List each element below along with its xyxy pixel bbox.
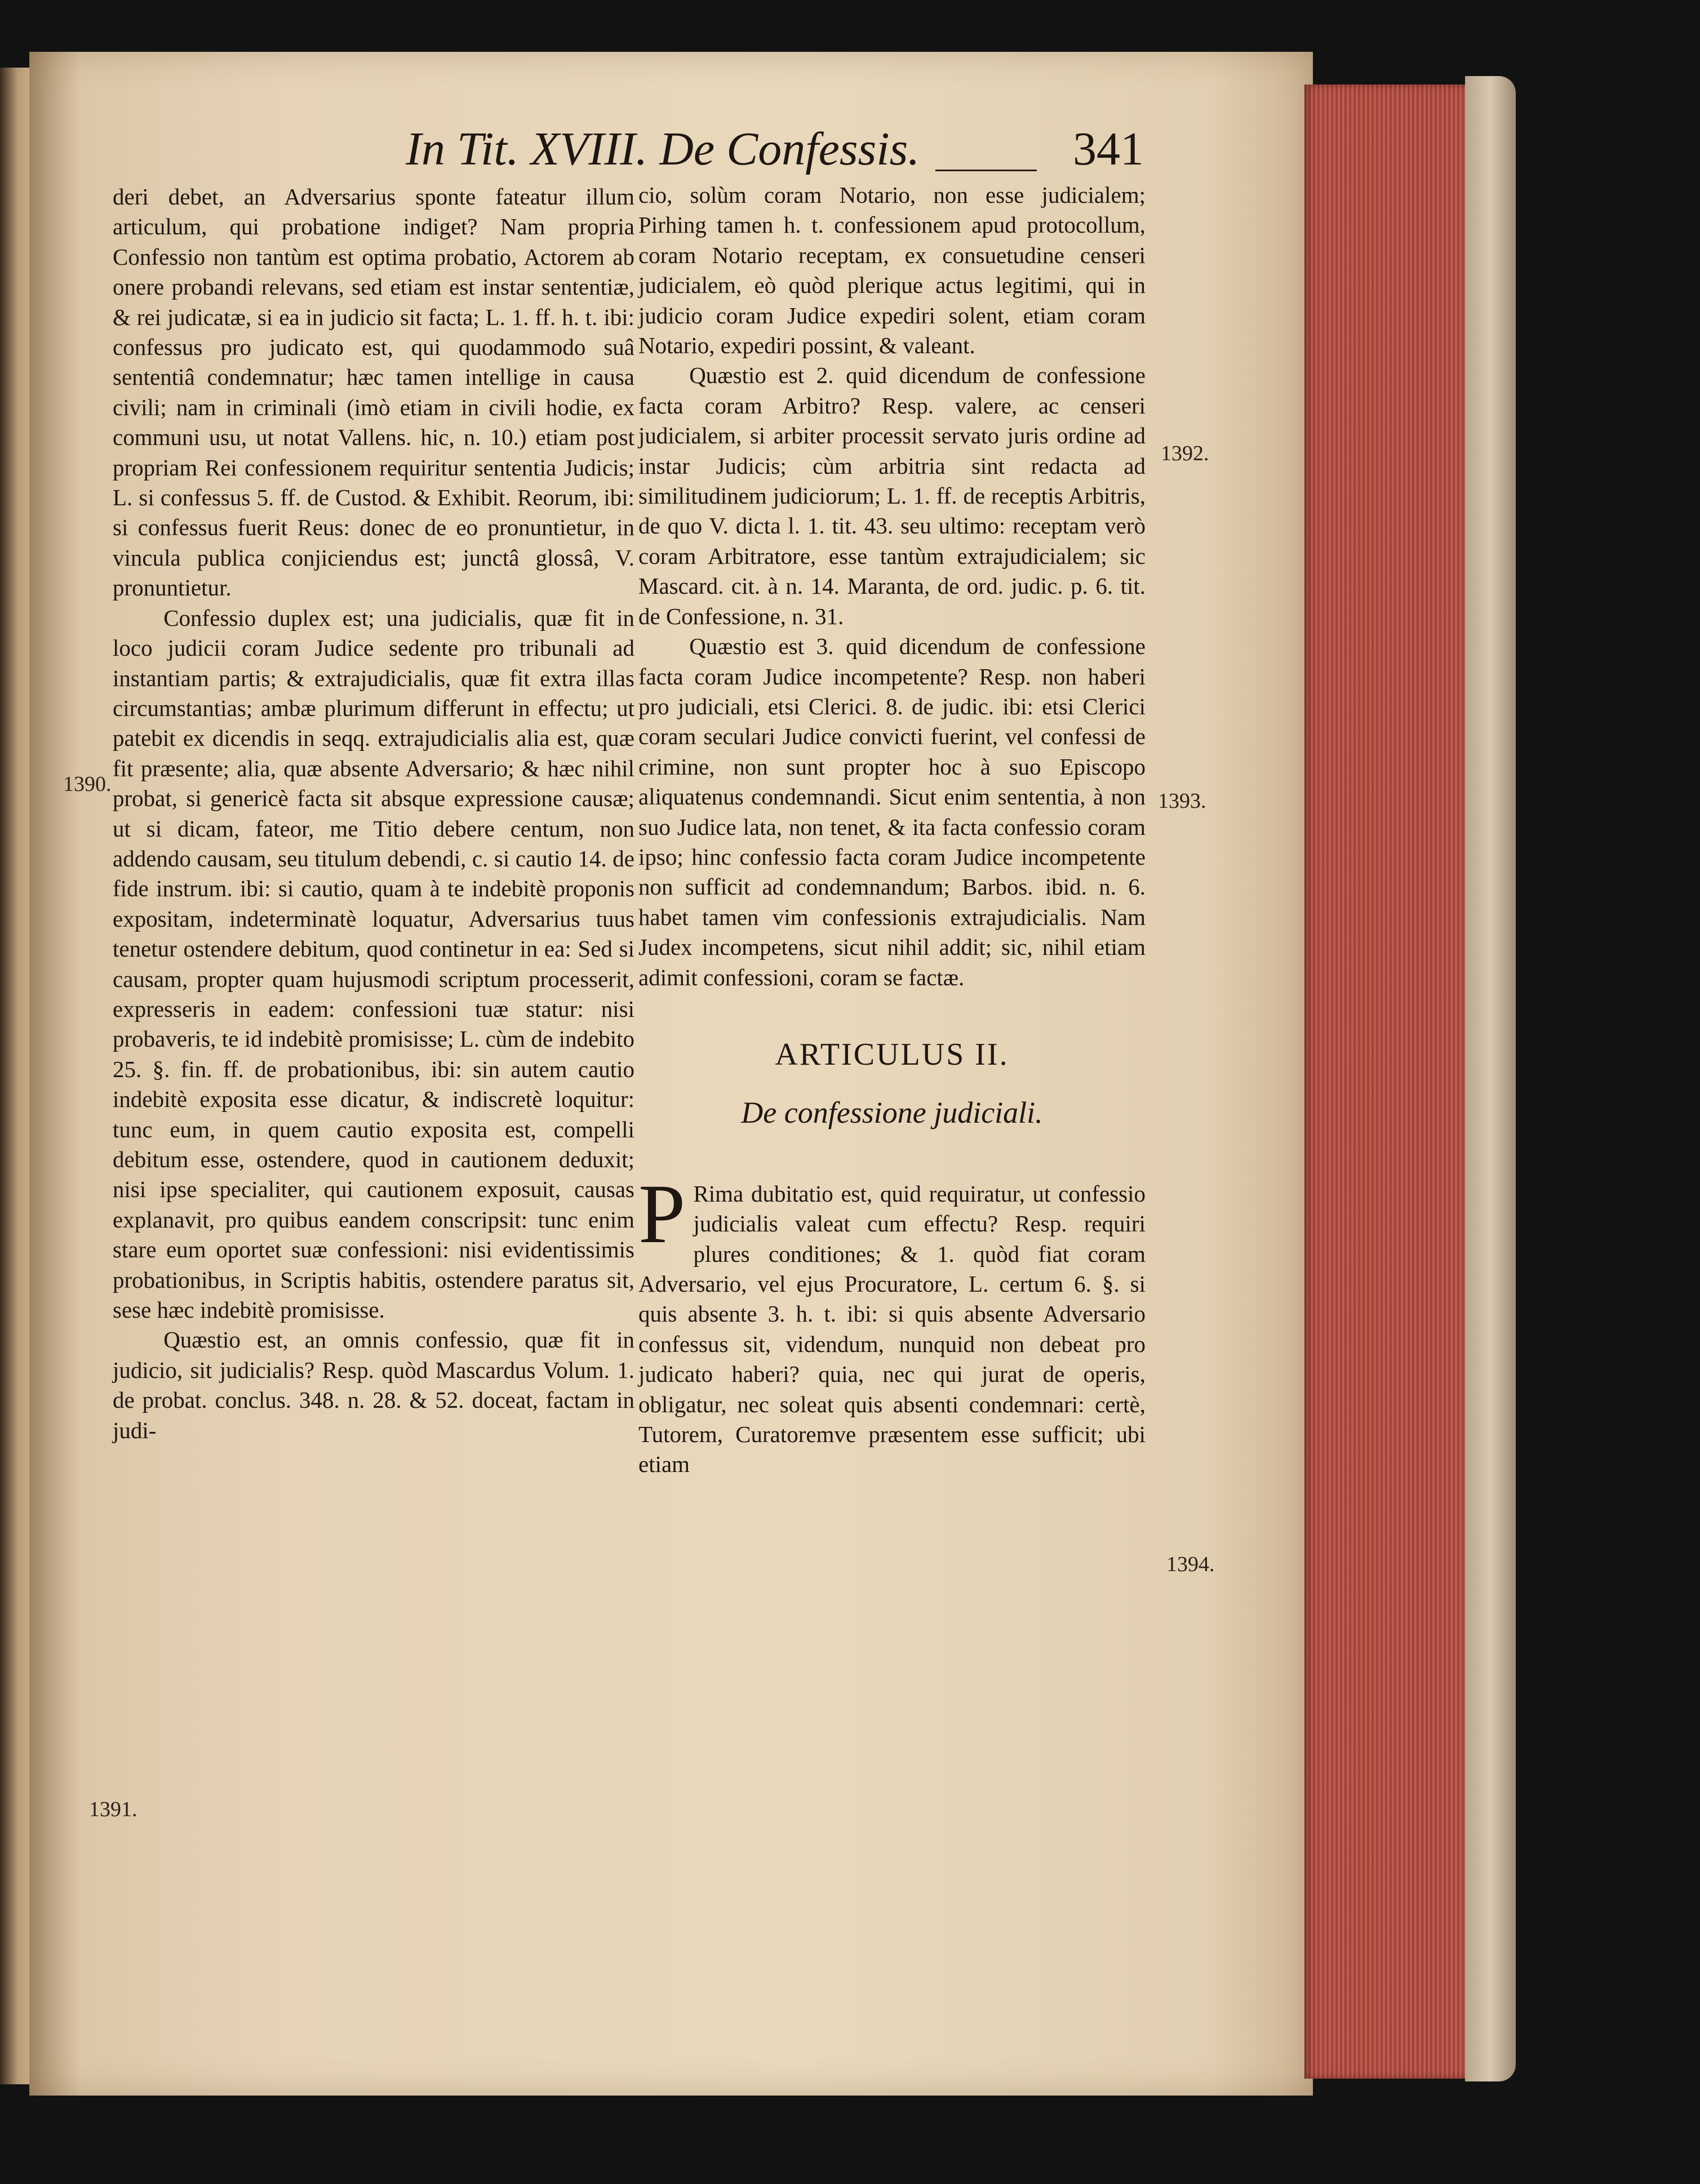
margin-number-1394: 1394. bbox=[1166, 1553, 1215, 1576]
margin-number-1393: 1393. bbox=[1158, 789, 1206, 813]
running-title: In Tit. XVIII. De Confessis. bbox=[406, 123, 920, 175]
left-paragraph-1: deri debet, an Adversarius sponte fateatur illum articulum, qui probatione indiget? Nam propria Confessio non tantùm est optima probatio, Actorem ab onere probandi relevans, sed etiam est instar sententiæ, & rei judicatæ, si ea in judicio sit facta; L. 1. ff. h. t. ibi: confessus pro judicato est, qui quodammodo suâ sententiâ condemnatur; hæc tamen intellige in causa civili; nam in criminali (imò etiam in civili hodie, ex communi usu, ut notat Vallens. hic, n. 10.) etiam post propriam Rei confessionem requiritur sententia Judicis; L. si confessus 5. ff. de Custod. & Exhibit. Reorum, ibi: si confessus fuerit Reus: donec de eo pronuntietur, in vincula publica conjiciendus est; junctâ glossâ, V. pronuntietur. bbox=[113, 184, 634, 601]
right-paragraph-3: Quæstio est 3. quid dicendum de confessione facta coram Judice incompetente? Resp. non haberi pro judiciali, etsi Clerici. 8. de judic. ibi: etsi Clerici coram seculari Judice convicti fuerint, vel confessi de crimine, non sunt propter hoc à suo Episcopo aliquatenus condemnandi. Sicut enim sententia, à non suo Judice lata, non tenet, & ita facta confessio coram ipso; hinc confessio facta coram Judice incompetente non sufficit ad condemnandum; Barbos. ibid. n. 6. habet tamen vim confessionis extrajudicialis. Nam Judex incompetens, sicut nihil addit; sic, nihil etiam adimit confessioni, coram se factæ. bbox=[638, 633, 1146, 990]
left-paragraph-2: Confessio duplex est; una judicialis, quæ fit in loco judicii coram Judice sedente pro tribunali ad instantiam partis; & extrajudicialis, quæ fit extra illas circumstantias; ambæ plurimum differunt in effectu; ut patebit ex dicendis in seqq. extrajudicialis alia est, quæ fit præsente; alia, quæ absente Adversario; & hæc nihil probat, si genericè facta sit absque expressione causæ; ut si dicam, fateor, me Titio debere centum, non addendo causam, seu titulum debendi, c. si cautio 14. de fide instrum. ibi: si cautio, quam à te indebitè proponis expositam, indeterminatè loquatur, Adversarius tuus tenetur ostendere debitum, quod continetur in ea: Sed si causam, propter quam hujusmodi scriptum processerit, expresseris in eadem: confessioni tuæ statur: nisi probaveris, te id indebitè promisisse; L. cùm de indebito 25. §. fin. ff. de probationibus, ibi: sin autem cautio indebitè exposita esse dicatur, & indiscretè loquitur: tunc eum, in quem cautio exposita est, compelli debitum esse, ostendere, quod in cautionem deduxit; nisi ipse specialiter, qui cautionem exposuit, causas explanavit, pro quibus eandem conscripsit: tunc enim stare eum oportet suæ confessioni: nisi evidentissimis probationibus, in Scriptis habitis, ostendere paratus sit, sese hæc indebitè promisisse. bbox=[113, 604, 634, 1323]
article-subtitle: De confessione judiciali. bbox=[741, 1096, 1043, 1130]
right-paragraph-2: Quæstio est 2. quid dicendum de confessione facta coram Arbitro? Resp. valere, ac censeri judicialem, si arbiter processit servato juris ordine ad instar Judicis; cùm arbitria sint redacta ad similitudinem judiciorum; L. 1. ff. de receptis Arbitris, de quo V. dicta l. 1. tit. 43. seu ultimo: receptam verò coram Arbitratore, esse tantùm extrajudicialem; sic Mascard. cit. à n. 14. Maranta, de ord. judic. p. 6. tit. de Confessione, n. 31. bbox=[638, 362, 1146, 629]
right-column bbox=[638, 180, 1146, 1480]
margin-number-1392: 1392. bbox=[1161, 442, 1209, 465]
page-number: 341 bbox=[1073, 123, 1144, 175]
right-paragraph-1: cio, solùm coram Notario, non esse judicialem; Pirhing tamen h. t. confessionem apud protocollum, coram Notario receptam, ex consuetudine censeri judicialem, eò quòd plerique actus legitimi, qui in judicio coram Judice expediri solent, etiam coram Notario, expediri possint, & valeant. bbox=[638, 182, 1146, 359]
page-block-edge bbox=[1304, 84, 1473, 2079]
header-rule bbox=[935, 170, 1037, 171]
book-cover-edge bbox=[1465, 76, 1516, 2081]
left-column bbox=[113, 182, 634, 1445]
article-heading: ARTICULUS II. bbox=[775, 1037, 1009, 1072]
margin-number-1390: 1390. bbox=[63, 772, 112, 796]
page-header bbox=[406, 121, 1262, 183]
previous-page-edge bbox=[0, 68, 29, 2084]
margin-number-1391: 1391. bbox=[89, 1798, 137, 1821]
article-paragraph: PRima dubitatio est, quid requiratur, ut confessio judicialis valeat cum effectu? Resp. requiri plures conditiones; & 1. quòd fiat coram Adversario, vel ejus Procuratore, L. certum 6. §. si quis absente 3. h. t. ibi: si quis absente Adversario confessus sit, videndum, nunquid non debeat pro judicato haberi? quia, nec qui jurat de operis, obligatur, nec soleat quis absenti condemnari: certè, Tutorem, Curatoremve præsentem esse sufficit; ubi etiam bbox=[638, 1167, 1146, 1478]
left-paragraph-3: Quæstio est, an omnis confessio, quæ fit in judicio, sit judicialis? Resp. quòd Mascardus Volum. 1. de probat. conclus. 348. n. 28. & 52. doceat, factam in judi- bbox=[113, 1327, 634, 1443]
